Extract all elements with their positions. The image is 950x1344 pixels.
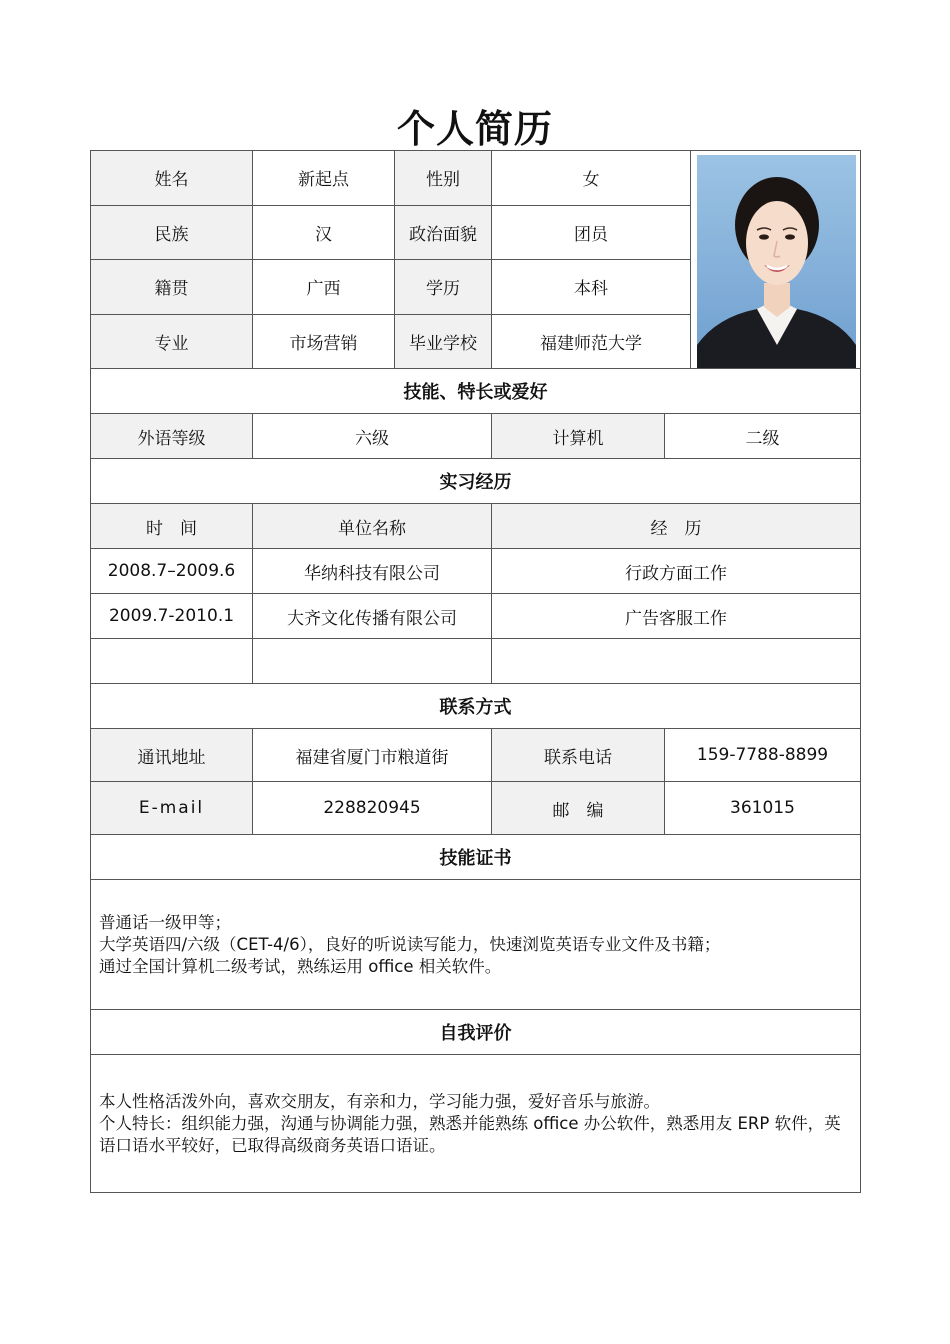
address-value: 福建省厦门市粮道街 [253,729,492,782]
phone-label: 联系电话 [492,729,665,782]
email-label: E-mail [91,782,253,835]
internship-time [91,639,253,684]
education-value: 本科 [492,260,691,315]
school-value: 福建师范大学 [492,314,691,369]
profile-photo [697,155,856,368]
internship-experience: 行政方面工作 [492,549,861,594]
internship-time: 2009.7-2010.1 [91,594,253,639]
certificate-line: 普通话一级甲等； [99,912,231,932]
table-row [91,639,861,684]
name-value: 新起点 [253,151,395,206]
postcode-label: 邮 编 [492,782,665,835]
origin-value: 广西 [253,260,395,315]
political-value: 团员 [492,205,691,260]
origin-label: 籍贯 [91,260,253,315]
photo-cell [691,151,861,369]
certificates-text [91,880,861,1010]
certificate-line: 通过全国计算机二级考试，熟练运用 office 相关软件。 [99,956,502,976]
row-name-gender [91,151,861,206]
resume-table [90,150,861,1193]
education-label: 学历 [395,260,492,315]
row-language-computer [91,414,861,459]
postcode-value: 361015 [665,782,861,835]
self-evaluation-line: 本人性格活泼外向，喜欢交朋友，有亲和力，学习能力强，爱好音乐与旅游。 [99,1091,660,1111]
ethnicity-value: 汉 [253,205,395,260]
self-evaluation-heading: 自我评价 [91,1010,861,1055]
gender-value: 女 [492,151,691,206]
skills-heading: 技能、特长或爱好 [91,369,861,414]
self-evaluation-text [91,1055,861,1193]
internship-heading: 实习经历 [91,459,861,504]
address-label: 通讯地址 [91,729,253,782]
internship-company: 华纳科技有限公司 [253,549,492,594]
major-label: 专业 [91,314,253,369]
major-value: 市场营销 [253,314,395,369]
internship-company: 大齐文化传播有限公司 [253,594,492,639]
internship-company [253,639,492,684]
contact-heading: 联系方式 [91,684,861,729]
resume-title: 个人简历 [396,107,553,151]
gender-label: 性别 [395,151,492,206]
company-header: 单位名称 [253,504,492,549]
internship-header-row [91,504,861,549]
political-label: 政治面貌 [395,205,492,260]
language-value: 六级 [253,414,492,459]
internship-experience: 广告客服工作 [492,594,861,639]
school-label: 毕业学校 [395,314,492,369]
experience-header: 经 历 [492,504,861,549]
certificate-line: 大学英语四/六级（CET-4/6），良好的听说读写能力，快速浏览英语专业文件及书籍； [99,934,721,954]
table-row [91,594,861,639]
certificates-heading: 技能证书 [91,835,861,880]
name-label: 姓名 [91,151,253,206]
computer-value: 二级 [665,414,861,459]
phone-value: 159-7788-8899 [665,729,861,782]
internship-time: 2008.7–2009.6 [91,549,253,594]
row-address-phone [91,729,861,782]
internship-experience [492,639,861,684]
table-row [91,549,861,594]
language-label: 外语等级 [91,414,253,459]
self-evaluation-line: 个人特长：组织能力强，沟通与协调能力强，熟悉并能熟练 office 办公软件，熟悉用友 ERP 软件，英语口语水平较好，已取得高级商务英语口语证。 [99,1113,841,1155]
row-email-postcode [91,782,861,835]
email-value: 228820945 [253,782,492,835]
computer-label: 计算机 [492,414,665,459]
ethnicity-label: 民族 [91,205,253,260]
time-header: 时 间 [91,504,253,549]
